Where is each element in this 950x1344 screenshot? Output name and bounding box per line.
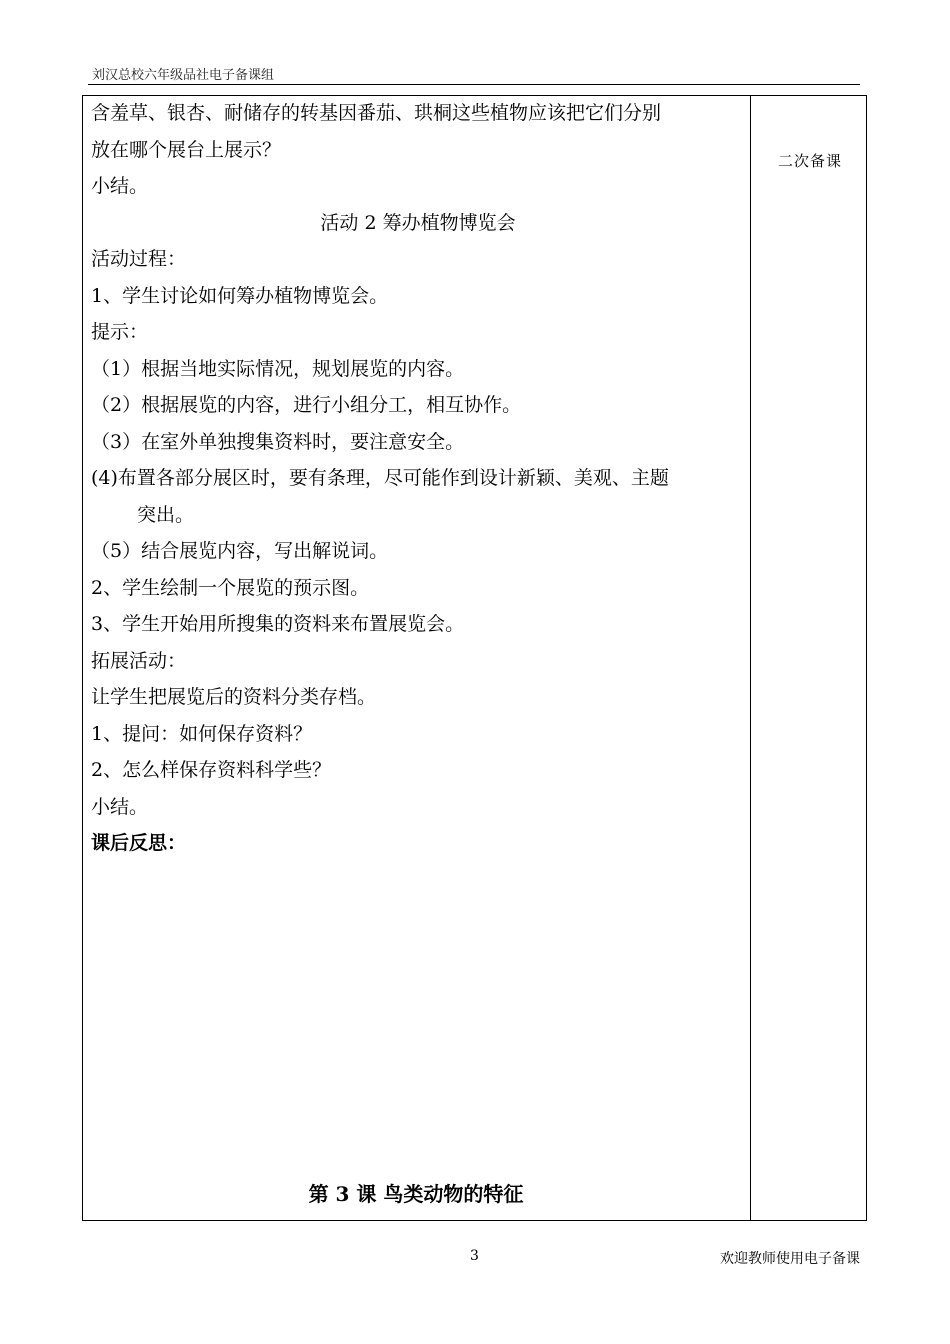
content-line: 放在哪个展台上展示？ xyxy=(91,138,282,161)
content-line: 1、提问：如何保存资料？ xyxy=(91,722,313,745)
content-line: 1、学生讨论如何筹办植物博览会。 xyxy=(91,284,389,307)
content-line: （1）根据当地实际情况，规划展览的内容。 xyxy=(91,357,465,380)
content-line: 拓展活动： xyxy=(91,649,187,672)
content-line: 2、学生绘制一个展览的预示图。 xyxy=(91,576,370,599)
content-line: （2）根据展览的内容，进行小组分工，相互协作。 xyxy=(91,394,522,416)
header-text: 刘汉总校六年级品社电子备课组 xyxy=(92,68,275,83)
content-line: 3、学生开始用所搜集的资料来布置展览会。 xyxy=(91,613,465,635)
page-number: 3 xyxy=(470,1248,479,1264)
content-line: 提示： xyxy=(91,321,149,343)
header-divider xyxy=(88,84,860,85)
content-line: 活动过程： xyxy=(91,248,187,270)
content-line: 突出。 xyxy=(137,503,195,526)
lesson-title: 第 3 课 鸟类动物的特征 xyxy=(308,1182,524,1206)
content-line: 含羞草、银杏、耐储存的转基因番茄、珙桐这些植物应该把它们分别 xyxy=(91,102,662,124)
content-line: 小结。 xyxy=(91,175,149,197)
content-line: （5）结合展览内容，写出解说词。 xyxy=(91,540,389,562)
reflection-heading: 课后反思： xyxy=(91,832,187,854)
content-line: （3）在室外单独搜集资料时，要注意安全。 xyxy=(91,430,465,453)
footer-text: 欢迎教师使用电子备课 xyxy=(720,1251,860,1267)
content-line: 小结。 xyxy=(91,795,149,818)
content-line: (4)布置各部分展区时，要有条理，尽可能作到设计新颖、美观、主题 xyxy=(91,467,669,489)
content-line: 2、怎么样保存资料科学些？ xyxy=(91,759,332,781)
side-note-second-prep: 二次备课 xyxy=(777,152,842,170)
content-line: 让学生把展览后的资料分类存档。 xyxy=(91,686,377,708)
table-column-divider xyxy=(750,95,751,1221)
lesson-content xyxy=(91,95,745,862)
activity-heading: 活动 2 筹办植物博览会 xyxy=(320,211,516,234)
